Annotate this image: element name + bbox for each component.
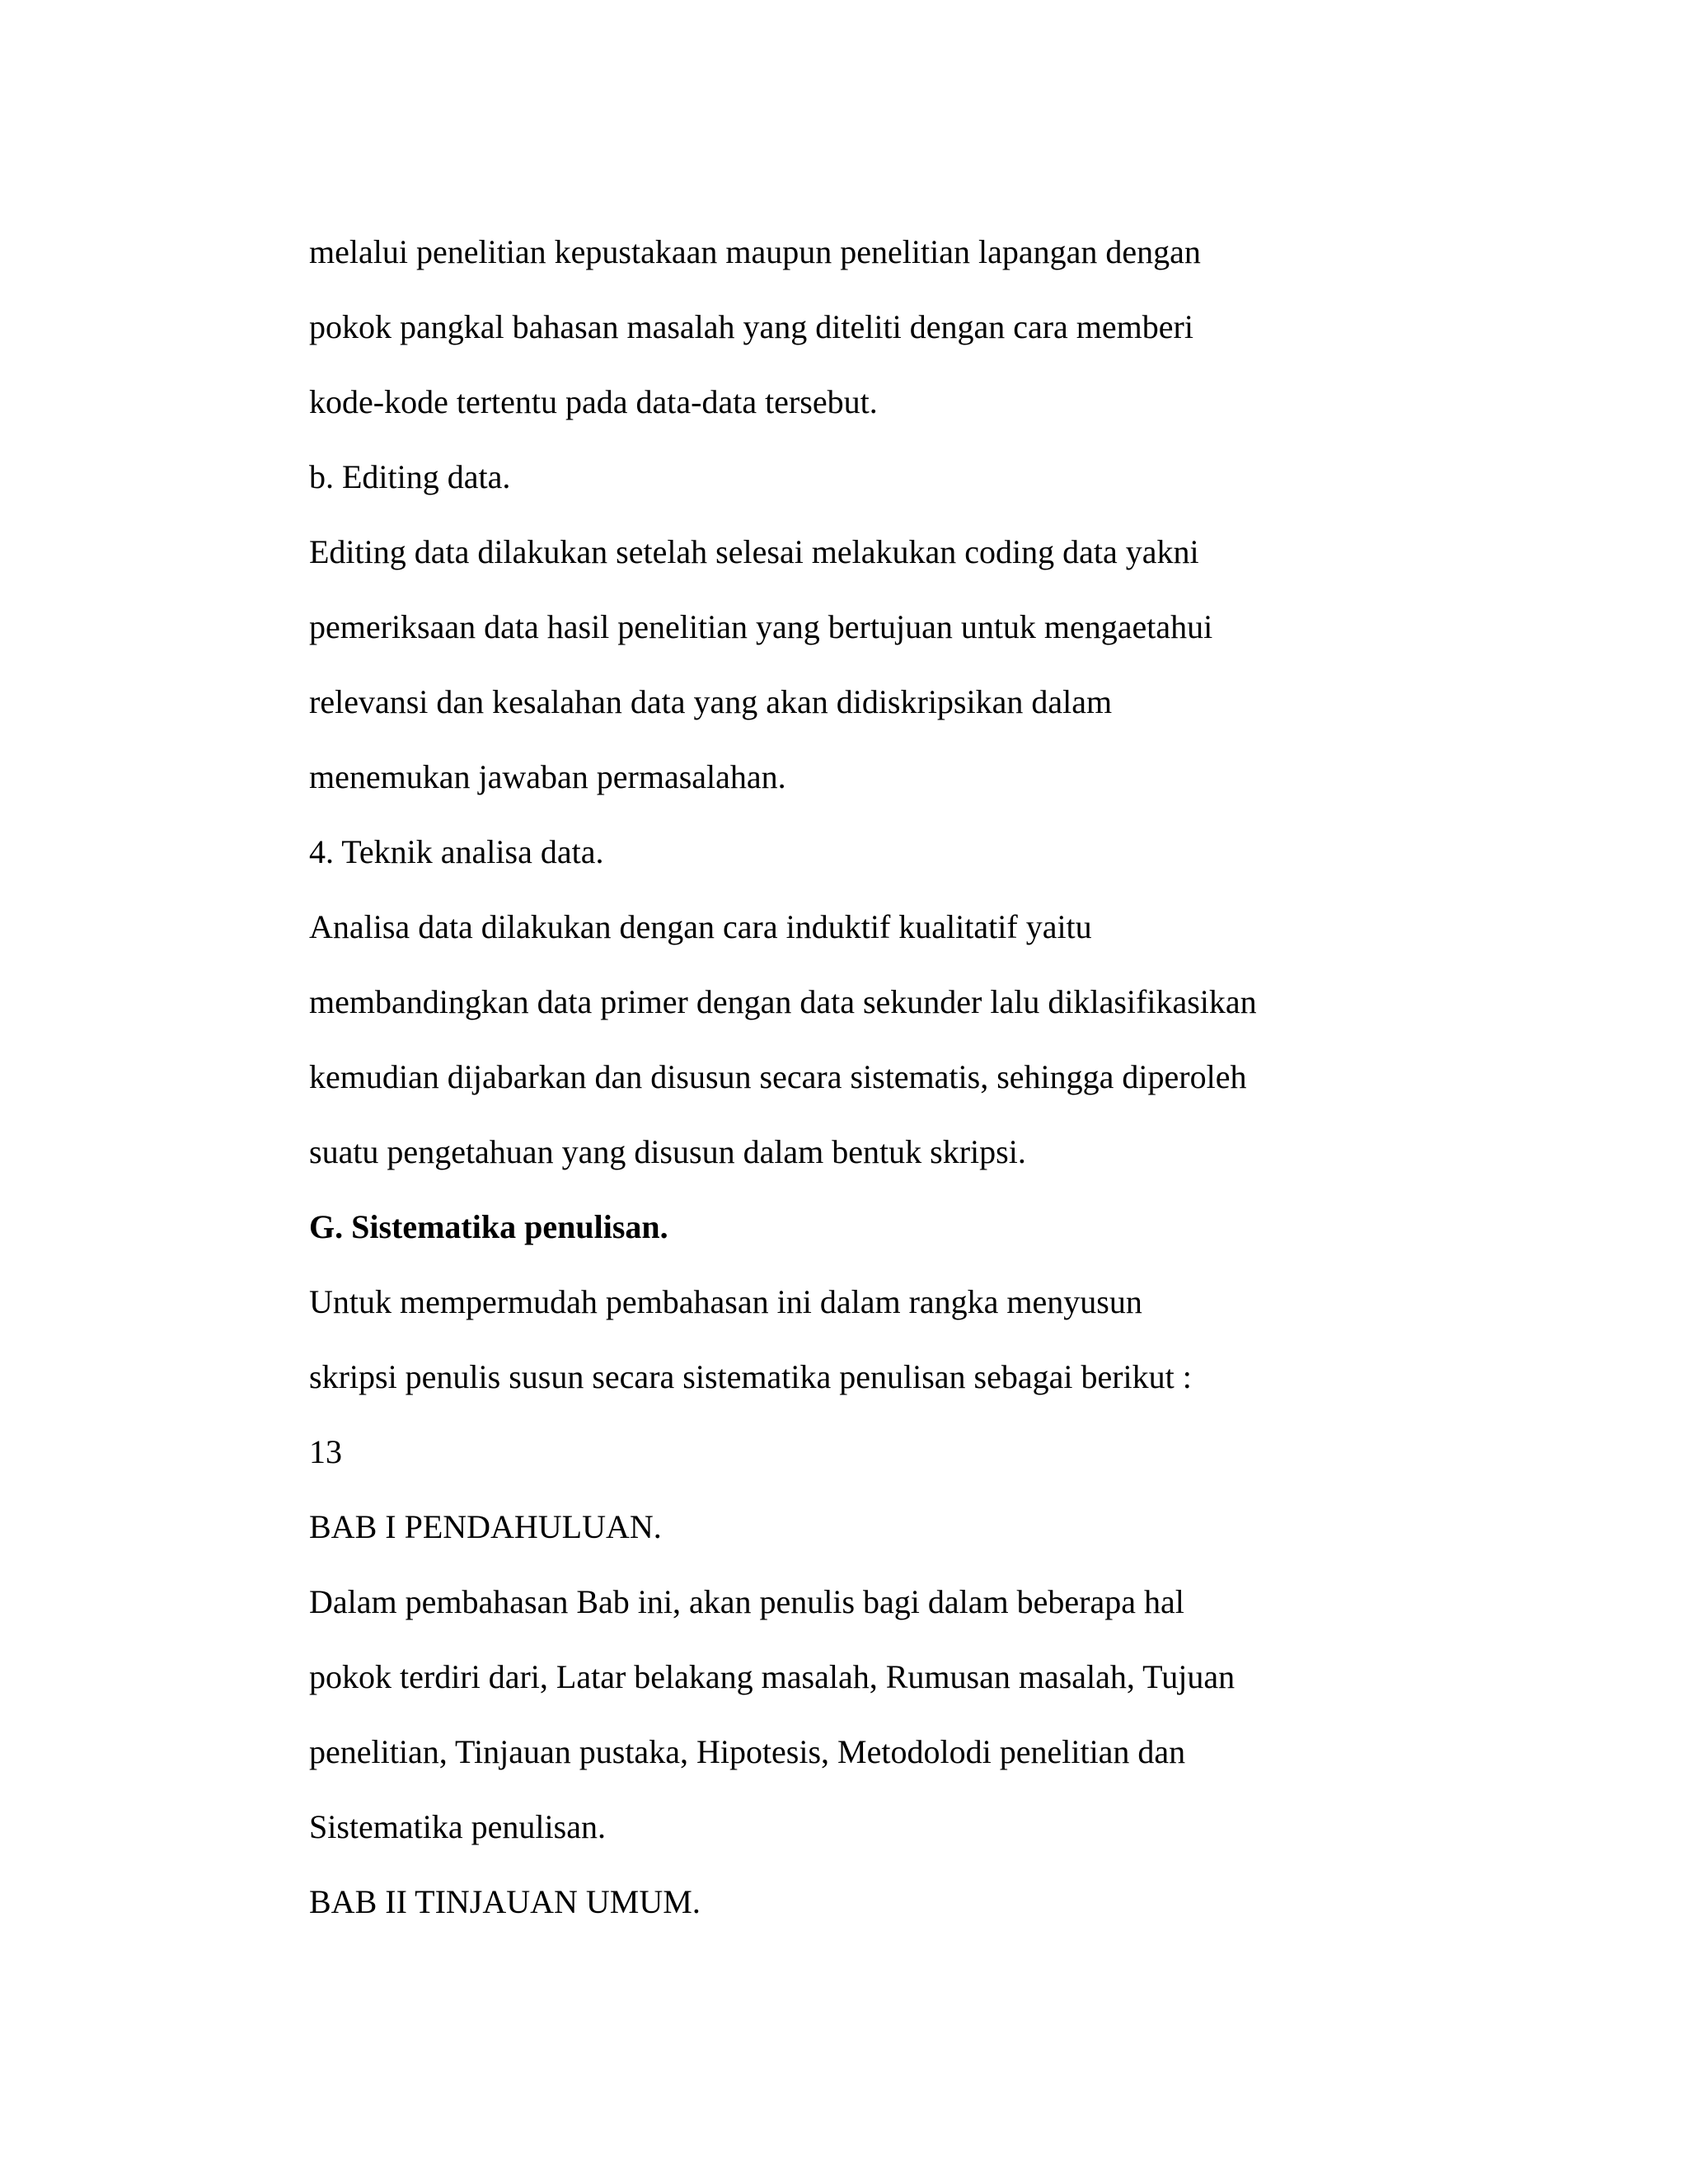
- body-text-line: Sistematika penulisan.: [309, 1808, 606, 1845]
- body-text-line: suatu pengetahuan yang disusun dalam bentuk skripsi.: [309, 1133, 1026, 1170]
- body-text-line: pokok pangkal bahasan masalah yang diteliti dengan cara memberi: [309, 308, 1193, 345]
- body-text-line: Analisa data dilakukan dengan cara induktif kualitatif yaitu: [309, 908, 1092, 945]
- chapter-heading: BAB II TINJAUAN UMUM.: [309, 1883, 701, 1920]
- body-text-line: pokok terdiri dari, Latar belakang masalah, Rumusan masalah, Tujuan: [309, 1658, 1236, 1695]
- subsection-heading: b. Editing data.: [309, 458, 511, 495]
- body-text-line: pemeriksaan data hasil penelitian yang bertujuan untuk mengaetahui: [309, 608, 1213, 645]
- body-text-line: Editing data dilakukan setelah selesai melakukan coding data yakni: [309, 533, 1199, 570]
- body-text-line: penelitian, Tinjauan pustaka, Hipotesis, Metodolodi penelitian dan: [309, 1733, 1186, 1770]
- chapter-heading: BAB I PENDAHULUAN.: [309, 1508, 662, 1545]
- body-text-line: melalui penelitian kepustakaan maupun penelitian lapangan dengan: [309, 233, 1201, 270]
- body-text-line: Dalam pembahasan Bab ini, akan penulis bagi dalam beberapa hal: [309, 1583, 1184, 1620]
- section-heading: G. Sistematika penulisan.: [309, 1208, 668, 1245]
- body-text-line: menemukan jawaban permasalahan.: [309, 758, 786, 795]
- body-text-line: relevansi dan kesalahan data yang akan didiskripsikan dalam: [309, 683, 1113, 720]
- page-number: 13: [309, 1433, 342, 1470]
- body-text-line: kode-kode tertentu pada data-data tersebut.: [309, 383, 878, 420]
- body-text-line: membandingkan data primer dengan data sekunder lalu diklasifikasikan: [309, 983, 1257, 1020]
- subsection-heading: 4. Teknik analisa data.: [309, 833, 604, 870]
- body-text-line: Untuk mempermudah pembahasan ini dalam rangka menyusun: [309, 1283, 1142, 1320]
- body-text-line: skripsi penulis susun secara sistematika penulisan sebagai berikut :: [309, 1358, 1192, 1395]
- body-text-line: kemudian dijabarkan dan disusun secara sistematis, sehingga diperoleh: [309, 1058, 1247, 1095]
